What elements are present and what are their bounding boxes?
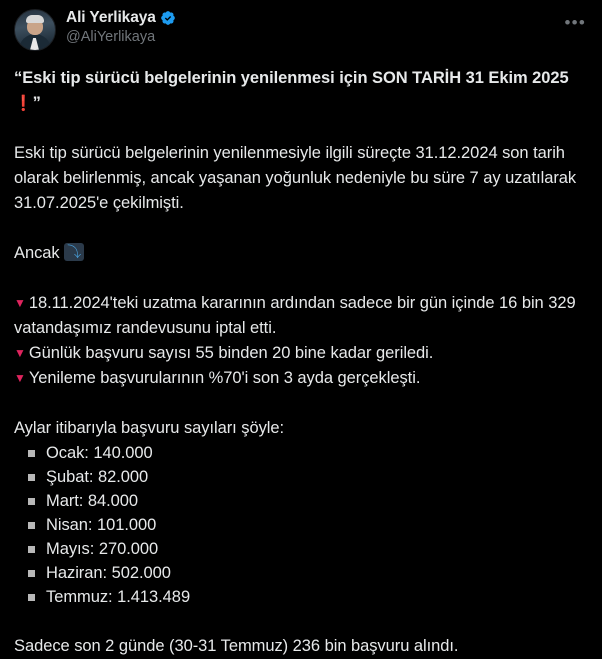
months-list: [14, 441, 588, 609]
bullet-item-1: [14, 291, 588, 341]
triangle-marker-icon: ▼: [14, 296, 26, 310]
tweet-paragraph-2: [14, 241, 588, 266]
spacer-1: [14, 116, 588, 141]
tweet-paragraph-1: Eski tip sürücü belgelerinin yenilenmesiyle ilgili süreçte 31.12.2024 son tarih olarak belirlenmiş, ancak yaşanan yoğunluk nedeniyle bu süre 7 ay uzatılarak 31.07.2025'e çekilmişti.: [14, 144, 577, 212]
verified-badge-icon: [160, 10, 176, 26]
bullet-item-2: [14, 341, 588, 366]
exclamation-emoji-icon: ❗: [14, 95, 33, 112]
tweet-text: [14, 66, 588, 659]
avatar[interactable]: [14, 9, 56, 51]
closing-line: Sadece son 2 günde (30-31 Temmuz) 236 bin başvuru alındı.: [14, 637, 459, 655]
spacer-4: [14, 391, 588, 416]
tweet-paragraph-2-text: Ancak: [14, 244, 60, 262]
author-handle[interactable]: @AliYerlikaya: [66, 28, 156, 45]
list-item: Mart: 84.000: [26, 489, 588, 513]
spacer-5: [14, 609, 588, 634]
spacer-3: [14, 266, 588, 291]
bullet-item-3: [14, 366, 588, 391]
author-name-row: [66, 9, 557, 27]
list-item: Temmuz: 1.413.489: [26, 585, 588, 609]
list-item: Nisan: 101.000: [26, 513, 588, 537]
tweet-headline: [14, 66, 588, 116]
triangle-marker-icon: ▼: [14, 346, 26, 360]
tweet-headline-text: “Eski tip sürücü belgelerinin yenilenmesi için SON TARİH 31 Ekim 2025: [14, 69, 569, 87]
more-options-icon[interactable]: •••: [564, 13, 586, 32]
tweet-headline-quote: ”: [32, 94, 41, 112]
bullet-item-2-text: Günlük başvuru sayısı 55 binden 20 bine kadar geriledi.: [28, 344, 434, 362]
list-item: Haziran: 502.000: [26, 561, 588, 585]
arrow-down-right-emoji-icon: ⤵: [64, 243, 84, 261]
list-item: Şubat: 82.000: [26, 465, 588, 489]
list-item: Mayıs: 270.000: [26, 537, 588, 561]
author-display-name[interactable]: Ali Yerlikaya: [66, 9, 156, 26]
author-block: [66, 8, 557, 45]
tweet-header: [14, 8, 588, 54]
spacer-2: [14, 216, 588, 241]
bullet-item-3-text: Yenileme başvurularının %70'i son 3 ayda gerçekleşti.: [28, 369, 421, 387]
bullet-item-1-text: 18.11.2024'teki uzatma kararının ardından sadece bir gün içinde 16 bin 329 vatandaşımız randevusunu iptal etti.: [14, 294, 576, 337]
avatar-hair: [26, 15, 44, 23]
months-heading: Aylar itibarıyla başvuru sayıları şöyle:: [14, 419, 285, 437]
triangle-marker-icon: ▼: [14, 371, 26, 385]
list-item: Ocak: 140.000: [26, 441, 588, 465]
